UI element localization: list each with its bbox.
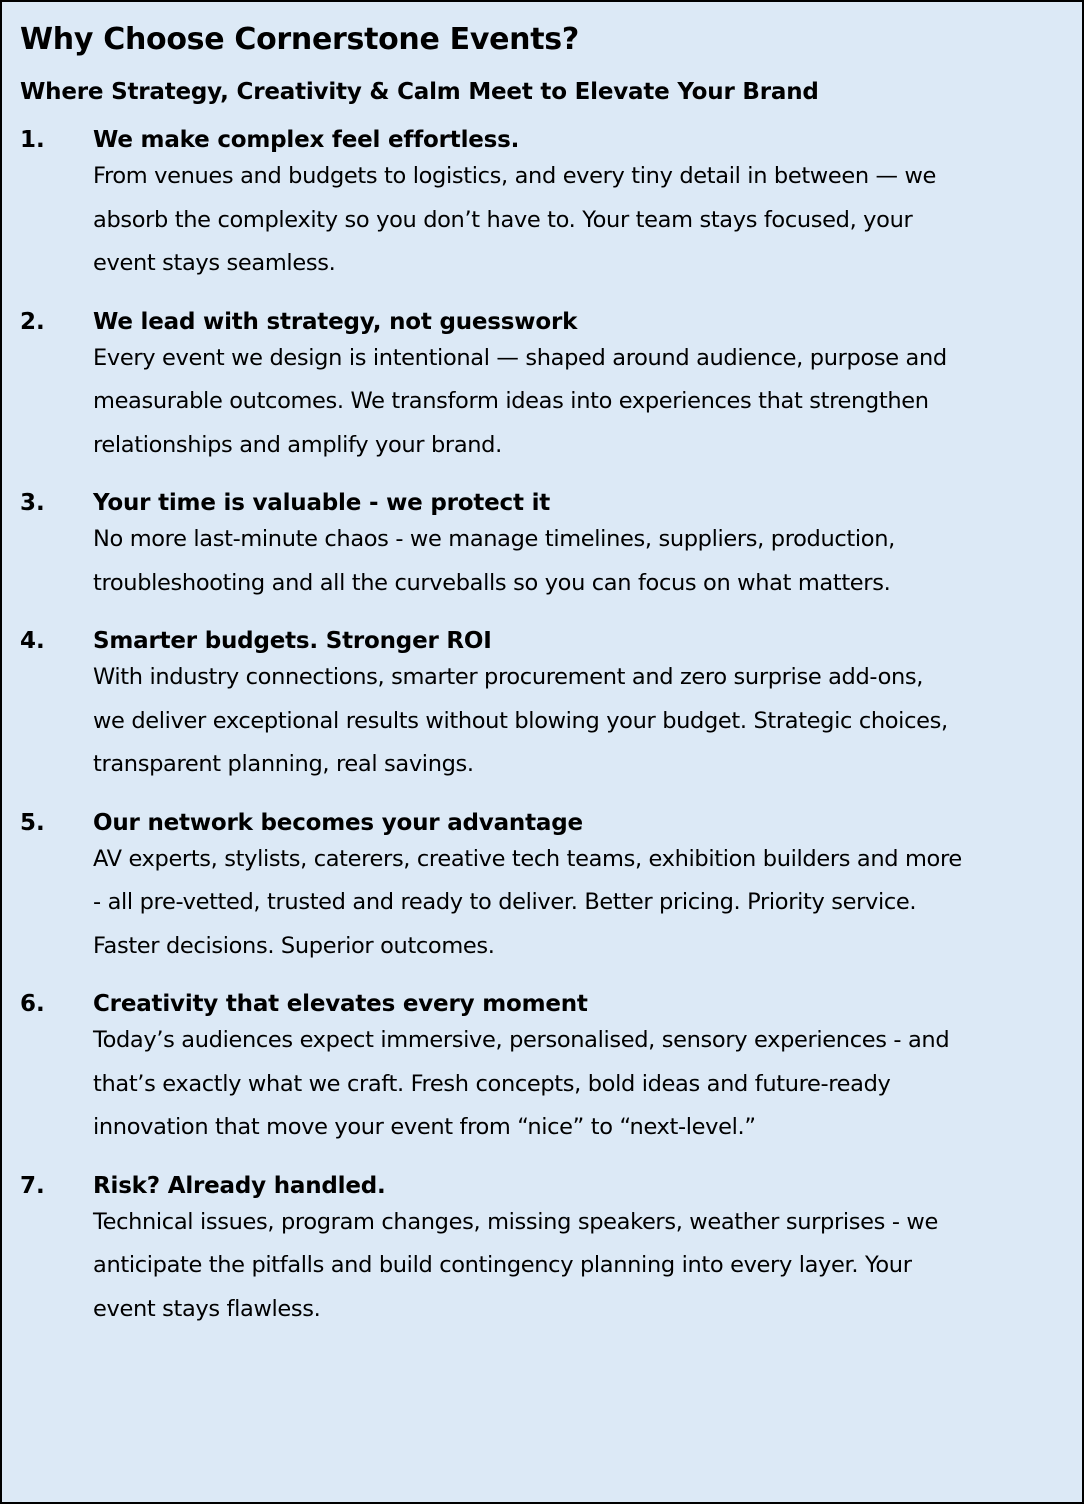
list-item [20,808,1062,969]
item-body: AV experts, stylists, caterers, creative tech teams, exhibition builders and more - all pre-vetted, trusted and ready to deliver. Better pricing. Priority service. Faster decisions. Superior outcomes. [93,845,962,959]
item-body: Today’s audiences expect immersive, personalised, sensory experiences - and that’s exactly what we craft. Fresh concepts, bold ideas and future-ready innovation that move your event from “nice” to “next-level.” [93,1027,950,1140]
item-content [93,989,1062,1150]
item-number: 3. [20,490,45,516]
item-content [93,808,1062,969]
item-number: 5. [20,809,45,836]
list-item [20,488,1062,605]
item-content [93,1171,1062,1332]
item-heading: Risk? Already handled. [93,1172,386,1199]
item-heading: We lead with strategy, not guesswork [93,308,578,335]
page-title: Why Choose Cornerstone Events? [20,22,579,57]
item-heading: Our network becomes your advantage [93,809,583,836]
item-number: 4. [20,628,45,654]
list-item [20,125,1062,286]
item-content [93,626,1062,787]
item-body: Technical issues, program changes, missing speakers, weather surprises - we anticipate the pitfalls and build contingency planning into every layer. Your event stays flawless. [93,1208,938,1322]
item-number: 7. [20,1172,45,1199]
item-number: 1. [20,127,45,153]
item-body: No more last-minute chaos - we manage timelines, suppliers, production, troubleshooting and all the curveballs so you can focus on what matters. [93,526,895,596]
page-subtitle: Where Strategy, Creativity & Calm Meet to Elevate Your Brand [20,79,819,105]
item-body: From venues and budgets to logistics, and every tiny detail in between — we absorb the complexity so you don’t have to. Your team stays focused, your event stays seamless. [93,163,937,276]
item-number: 6. [20,991,45,1017]
item-heading: Creativity that elevates every moment [93,991,588,1017]
item-heading: We make complex feel effortless. [93,127,520,153]
item-content [93,307,1062,468]
item-body: Every event we design is intentional — shaped around audience, purpose and measurable outcomes. We transform ideas into experiences that strengthen relationships and amplify your brand. [93,344,947,458]
item-number: 2. [20,308,45,335]
list-item [20,989,1062,1150]
item-content [93,125,1062,286]
list-item [20,626,1062,787]
list-item [20,307,1062,468]
reasons-list [20,125,1062,1331]
item-heading: Smarter budgets. Stronger ROI [93,628,492,654]
item-heading: Your time is valuable - we protect it [93,490,551,516]
item-content [93,488,1062,605]
list-item [20,1171,1062,1332]
item-body: With industry connections, smarter procurement and zero surprise add-ons, we deliver exceptional results without blowing your budget. Strategic choices, transparent planning, real savings. [93,664,948,777]
